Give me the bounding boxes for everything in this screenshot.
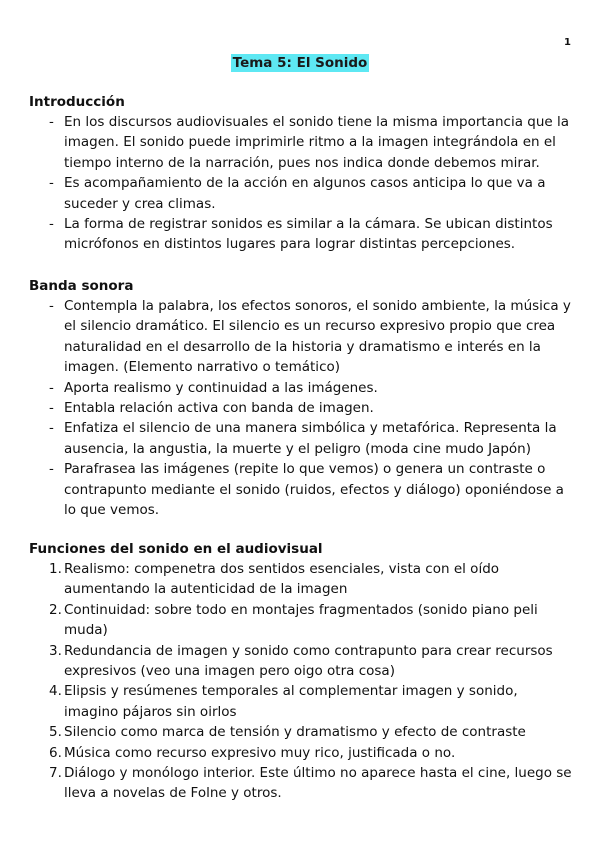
list-item <box>29 763 574 804</box>
dash-marker: - <box>49 420 54 437</box>
list-item <box>29 398 574 418</box>
list-item <box>29 743 574 763</box>
section-funciones-sonido <box>29 539 574 804</box>
section-banda-sonora <box>29 276 574 520</box>
number-marker: 7. <box>49 765 62 782</box>
list-item-text: Silencio como marca de tensión y dramatismo y efecto de contraste <box>64 724 526 741</box>
list-item <box>29 296 574 378</box>
list-item-text: Aporta realismo y continuidad a las imágenes. <box>64 379 378 396</box>
list-item <box>29 214 574 255</box>
bullet-list <box>29 296 574 520</box>
list-item <box>29 459 574 520</box>
list-item-text: Enfatiza el silencio de una manera simbólica y metafórica. Representa la ausencia, la angustia, la muerte y el peligro (moda cine mudo Japón) <box>64 420 557 457</box>
number-marker: 3. <box>49 642 62 659</box>
list-item-text: Es acompañamiento de la acción en algunos casos anticipa lo que va a suceder y crea climas. <box>64 175 546 212</box>
title-text: Tema 5: El Sonido <box>232 55 368 71</box>
document-title <box>0 52 600 71</box>
numbered-list <box>29 559 574 804</box>
list-item-text: Continuidad: sobre todo en montajes fragmentados (sonido piano peli muda) <box>64 601 538 639</box>
list-item <box>29 600 574 641</box>
dash-marker: - <box>49 379 54 396</box>
section-heading: Introducción <box>29 94 125 110</box>
dash-marker: - <box>49 175 54 192</box>
list-item <box>29 681 574 722</box>
list-item-text: En los discursos audiovisuales el sonido tiene la misma importancia que la imagen. El sonido puede imprimirle ritmo a la imagen integrándola en el tiempo interno de la narración, pues nos indica donde debemos mirar. <box>64 114 570 171</box>
dash-marker: - <box>49 114 54 130</box>
list-item-text: Elipsis y resúmenes temporales al complementar imagen y sonido, imagino pájaros sin oirlos <box>64 683 518 720</box>
dash-marker: - <box>49 298 54 314</box>
number-marker: 1. <box>49 561 62 577</box>
list-item-text: Realismo: compenetra dos sentidos esenciales, vista con el oído aumentando la autenticidad de la imagen <box>64 561 500 598</box>
list-item-text: Diálogo y monólogo interior. Este último no aparece hasta el cine, luego se lleva a novelas de Folne y otros. <box>64 765 572 802</box>
number-marker: 2. <box>49 601 62 618</box>
bullet-list <box>29 112 574 255</box>
dash-marker: - <box>49 400 54 417</box>
list-item-text: Música como recurso expresivo muy rico, justificada o no. <box>64 744 456 761</box>
list-item <box>29 641 574 682</box>
dash-marker: - <box>49 461 54 478</box>
list-item <box>29 722 574 742</box>
list-item-text: Redundancia de imagen y sonido como contrapunto para crear recursos expresivos (veo una imagen pero oigo otra cosa) <box>64 642 553 680</box>
dash-marker: - <box>49 216 54 233</box>
list-item <box>29 378 574 398</box>
list-item <box>29 112 574 173</box>
list-item-text: Contempla la palabra, los efectos sonoros, el sonido ambiente, la música y el silencio dramático. El silencio es un recurso expresivo propio que crea naturalidad en el desarrollo de la historia y dramatismo e interés en la imagen. (Elemento narrativo o temático) <box>64 298 571 376</box>
section-introduccion <box>29 92 574 255</box>
page-number: 1 <box>564 37 571 48</box>
list-item-text: Parafrasea las imágenes (repite lo que vemos) o genera un contraste o contrapunto mediante el sonido (ruidos, efectos y diálogo) oponiéndose a lo que vemos. <box>64 461 564 519</box>
section-heading: Funciones del sonido en el audiovisual <box>29 541 323 557</box>
list-item <box>29 173 574 214</box>
list-item-text: La forma de registrar sonidos es similar a la cámara. Se ubican distintos micrófonos en distintos lugares para lograr distintas percepciones. <box>64 216 553 253</box>
number-marker: 4. <box>49 683 62 700</box>
number-marker: 6. <box>49 744 62 761</box>
list-item <box>29 559 574 600</box>
list-item-text: Entabla relación activa con banda de imagen. <box>64 400 374 417</box>
list-item <box>29 418 574 459</box>
section-heading: Banda sonora <box>29 278 134 294</box>
number-marker: 5. <box>49 724 62 741</box>
